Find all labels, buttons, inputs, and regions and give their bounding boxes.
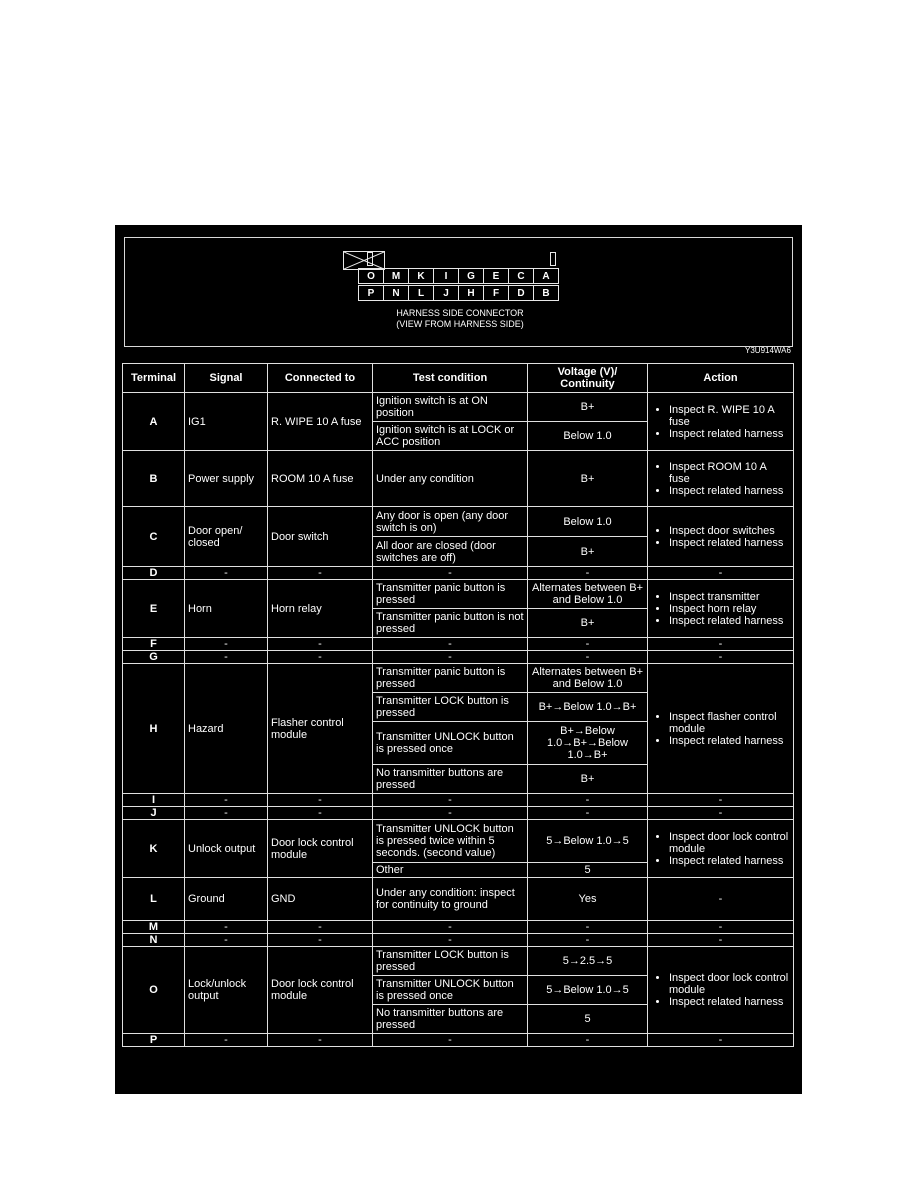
signal-cell: Door open/ closed bbox=[185, 507, 268, 567]
voltage-cell: Alternates between B+ and Below 1.0 bbox=[528, 580, 648, 609]
signal-cell: Ground bbox=[185, 878, 268, 921]
action-item: • Inspect door lock control module bbox=[669, 831, 790, 855]
voltage-cell: B+ bbox=[528, 609, 648, 638]
connected-cell: - bbox=[268, 921, 373, 934]
voltage-cell: B+→Below 1.0→B+→Below 1.0→B+ bbox=[528, 722, 648, 765]
action-item: • Inspect flasher control module bbox=[669, 711, 790, 735]
connected-cell: Door lock control module bbox=[268, 820, 373, 878]
connector-pin: O bbox=[358, 268, 384, 284]
voltage-cell: - bbox=[528, 934, 648, 947]
figure-id: Y3U914WA6 bbox=[745, 346, 791, 355]
action-cell: - bbox=[648, 1034, 794, 1047]
connector-pin: E bbox=[483, 268, 509, 284]
terminal-cell: N bbox=[123, 934, 185, 947]
table-row bbox=[123, 794, 794, 807]
action-item: • Inspect related harness bbox=[669, 996, 790, 1008]
signal-cell: Horn bbox=[185, 580, 268, 638]
voltage-cell: - bbox=[528, 1034, 648, 1047]
action-item: • Inspect related harness bbox=[669, 537, 790, 549]
header-test-condition: Test condition bbox=[373, 364, 528, 393]
connected-cell: - bbox=[268, 651, 373, 664]
action-item: • Inspect horn relay bbox=[669, 603, 790, 615]
connector-pin: A bbox=[533, 268, 559, 284]
connector-pin: C bbox=[508, 268, 534, 284]
action-cell: - bbox=[648, 794, 794, 807]
action-cell bbox=[648, 664, 794, 794]
table-row bbox=[123, 393, 794, 422]
condition-cell: Under any condition: inspect for continuity to ground bbox=[373, 878, 528, 921]
voltage-cell: 5 bbox=[528, 1005, 648, 1034]
connected-cell: - bbox=[268, 567, 373, 580]
condition-cell: Transmitter LOCK button is pressed bbox=[373, 947, 528, 976]
voltage-cell: - bbox=[528, 638, 648, 651]
connector-pin: B bbox=[533, 285, 559, 301]
action-item: • Inspect related harness bbox=[669, 855, 790, 867]
action-cell: - bbox=[648, 921, 794, 934]
connected-cell: Door switch bbox=[268, 507, 373, 567]
action-cell: - bbox=[648, 807, 794, 820]
table-row bbox=[123, 807, 794, 820]
header-action: Action bbox=[648, 364, 794, 393]
condition-cell: Transmitter panic button is pressed bbox=[373, 580, 528, 609]
connector-pin: H bbox=[458, 285, 484, 301]
action-item: • Inspect related harness bbox=[669, 735, 790, 747]
condition-cell: - bbox=[373, 794, 528, 807]
connected-cell: R. WIPE 10 A fuse bbox=[268, 393, 373, 451]
signal-cell: - bbox=[185, 638, 268, 651]
connected-cell: - bbox=[268, 638, 373, 651]
voltage-cell: Below 1.0 bbox=[528, 422, 648, 451]
table-row bbox=[123, 664, 794, 693]
action-item: • Inspect R. WIPE 10 A fuse bbox=[669, 404, 790, 428]
voltage-cell: 5 bbox=[528, 863, 648, 878]
action-cell: - bbox=[648, 638, 794, 651]
connector-pin: M bbox=[383, 268, 409, 284]
terminal-cell: J bbox=[123, 807, 185, 820]
condition-cell: Ignition switch is at LOCK or ACC position bbox=[373, 422, 528, 451]
connected-cell: Horn relay bbox=[268, 580, 373, 638]
signal-cell: - bbox=[185, 651, 268, 664]
action-item: • Inspect ROOM 10 A fuse bbox=[669, 461, 790, 485]
connected-cell: - bbox=[268, 1034, 373, 1047]
condition-cell: Ignition switch is at ON position bbox=[373, 393, 528, 422]
terminal-cell: E bbox=[123, 580, 185, 638]
action-cell bbox=[648, 947, 794, 1034]
header-signal: Signal bbox=[185, 364, 268, 393]
connector-pin: K bbox=[408, 268, 434, 284]
table-row bbox=[123, 878, 794, 921]
table-row bbox=[123, 507, 794, 537]
voltage-cell: - bbox=[528, 807, 648, 820]
action-item: • Inspect door switches bbox=[669, 525, 790, 537]
action-item: • Inspect door lock control module bbox=[669, 972, 790, 996]
condition-cell: Other bbox=[373, 863, 528, 878]
voltage-cell: Below 1.0 bbox=[528, 507, 648, 537]
condition-cell: - bbox=[373, 638, 528, 651]
terminal-cell: L bbox=[123, 878, 185, 921]
connector-bottom-row bbox=[358, 285, 558, 301]
condition-cell: Transmitter LOCK button is pressed bbox=[373, 693, 528, 722]
signal-cell: Hazard bbox=[185, 664, 268, 794]
condition-cell: Transmitter UNLOCK button is pressed once bbox=[373, 722, 528, 765]
action-cell bbox=[648, 507, 794, 567]
table-row bbox=[123, 651, 794, 664]
terminal-cell: D bbox=[123, 567, 185, 580]
connected-cell: ROOM 10 A fuse bbox=[268, 451, 373, 507]
connector-pin: D bbox=[508, 285, 534, 301]
action-cell bbox=[648, 451, 794, 507]
table-row bbox=[123, 451, 794, 507]
condition-cell: - bbox=[373, 1034, 528, 1047]
condition-cell: - bbox=[373, 567, 528, 580]
header-terminal: Terminal bbox=[123, 364, 185, 393]
table-row bbox=[123, 1034, 794, 1047]
terminal-cell: P bbox=[123, 1034, 185, 1047]
terminal-cell: I bbox=[123, 794, 185, 807]
action-cell: - bbox=[648, 651, 794, 664]
connector-top-row bbox=[358, 268, 558, 284]
voltage-cell: - bbox=[528, 567, 648, 580]
condition-cell: - bbox=[373, 651, 528, 664]
action-item: • Inspect transmitter bbox=[669, 591, 790, 603]
connected-cell: - bbox=[268, 807, 373, 820]
terminal-cell: M bbox=[123, 921, 185, 934]
connector-pin: F bbox=[483, 285, 509, 301]
terminal-cell: O bbox=[123, 947, 185, 1034]
connector-caption: HARNESS SIDE CONNECTOR bbox=[396, 308, 524, 318]
voltage-cell: B+ bbox=[528, 765, 648, 794]
voltage-cell: - bbox=[528, 921, 648, 934]
connector-pin: J bbox=[433, 285, 459, 301]
voltage-cell: 5→Below 1.0→5 bbox=[528, 820, 648, 863]
terminal-cell: G bbox=[123, 651, 185, 664]
condition-cell: No transmitter buttons are pressed bbox=[373, 765, 528, 794]
voltage-cell: - bbox=[528, 651, 648, 664]
connector-pin: P bbox=[358, 285, 384, 301]
condition-cell: Any door is open (any door switch is on) bbox=[373, 507, 528, 537]
terminal-cell: B bbox=[123, 451, 185, 507]
action-cell: - bbox=[648, 934, 794, 947]
condition-cell: Transmitter panic button is pressed bbox=[373, 664, 528, 693]
signal-cell: - bbox=[185, 807, 268, 820]
action-cell: - bbox=[648, 567, 794, 580]
condition-cell: - bbox=[373, 921, 528, 934]
table-row bbox=[123, 580, 794, 609]
voltage-cell: - bbox=[528, 794, 648, 807]
action-cell: - bbox=[648, 878, 794, 921]
condition-cell: Transmitter UNLOCK button is pressed twice within 5 seconds. (second value) bbox=[373, 820, 528, 863]
condition-cell: No transmitter buttons are pressed bbox=[373, 1005, 528, 1034]
connector-pin: G bbox=[458, 268, 484, 284]
voltage-cell: B+ bbox=[528, 451, 648, 507]
terminal-cell: H bbox=[123, 664, 185, 794]
condition-cell: Under any condition bbox=[373, 451, 528, 507]
header-connected-to: Connected to bbox=[268, 364, 373, 393]
terminal-cell: C bbox=[123, 507, 185, 567]
terminal-table bbox=[122, 363, 794, 1047]
table-row bbox=[123, 921, 794, 934]
action-cell bbox=[648, 580, 794, 638]
connected-cell: GND bbox=[268, 878, 373, 921]
table-row bbox=[123, 567, 794, 580]
signal-cell: Power supply bbox=[185, 451, 268, 507]
signal-cell: - bbox=[185, 921, 268, 934]
voltage-cell: B+ bbox=[528, 537, 648, 567]
connector-pin: N bbox=[383, 285, 409, 301]
connected-cell: Flasher control module bbox=[268, 664, 373, 794]
connected-cell: - bbox=[268, 794, 373, 807]
connected-cell: Door lock control module bbox=[268, 947, 373, 1034]
table-header-row bbox=[123, 364, 794, 393]
table-row bbox=[123, 638, 794, 651]
condition-cell: All door are closed (door switches are off) bbox=[373, 537, 528, 567]
condition-cell: - bbox=[373, 934, 528, 947]
table-row bbox=[123, 947, 794, 976]
connector-pin: L bbox=[408, 285, 434, 301]
connected-cell: - bbox=[268, 934, 373, 947]
action-cell bbox=[648, 393, 794, 451]
terminal-cell: K bbox=[123, 820, 185, 878]
action-cell bbox=[648, 820, 794, 878]
action-item: • Inspect related harness bbox=[669, 428, 790, 440]
header-voltage: Voltage (V)/ Continuity bbox=[528, 364, 648, 393]
action-item: • Inspect related harness bbox=[669, 615, 790, 627]
signal-cell: Lock/unlock output bbox=[185, 947, 268, 1034]
table-row bbox=[123, 934, 794, 947]
signal-cell: - bbox=[185, 934, 268, 947]
action-item: • Inspect related harness bbox=[669, 485, 790, 497]
signal-cell: Unlock output bbox=[185, 820, 268, 878]
voltage-cell: 5→Below 1.0→5 bbox=[528, 976, 648, 1005]
condition-cell: Transmitter UNLOCK button is pressed once bbox=[373, 976, 528, 1005]
connector-tab-right bbox=[550, 252, 556, 266]
signal-cell: - bbox=[185, 794, 268, 807]
condition-cell: Transmitter panic button is not pressed bbox=[373, 609, 528, 638]
voltage-cell: 5→2.5→5 bbox=[528, 947, 648, 976]
signal-cell: - bbox=[185, 567, 268, 580]
table-row bbox=[123, 820, 794, 863]
terminal-cell: A bbox=[123, 393, 185, 451]
connector-pin: I bbox=[433, 268, 459, 284]
terminal-cell: F bbox=[123, 638, 185, 651]
latch-cross-icon bbox=[344, 252, 384, 269]
voltage-cell: B+→Below 1.0→B+ bbox=[528, 693, 648, 722]
condition-cell: - bbox=[373, 807, 528, 820]
voltage-cell: Alternates between B+ and Below 1.0 bbox=[528, 664, 648, 693]
voltage-cell: Yes bbox=[528, 878, 648, 921]
signal-cell: - bbox=[185, 1034, 268, 1047]
signal-cell: IG1 bbox=[185, 393, 268, 451]
voltage-cell: B+ bbox=[528, 393, 648, 422]
connector-caption-sub: (VIEW FROM HARNESS SIDE) bbox=[396, 319, 524, 329]
